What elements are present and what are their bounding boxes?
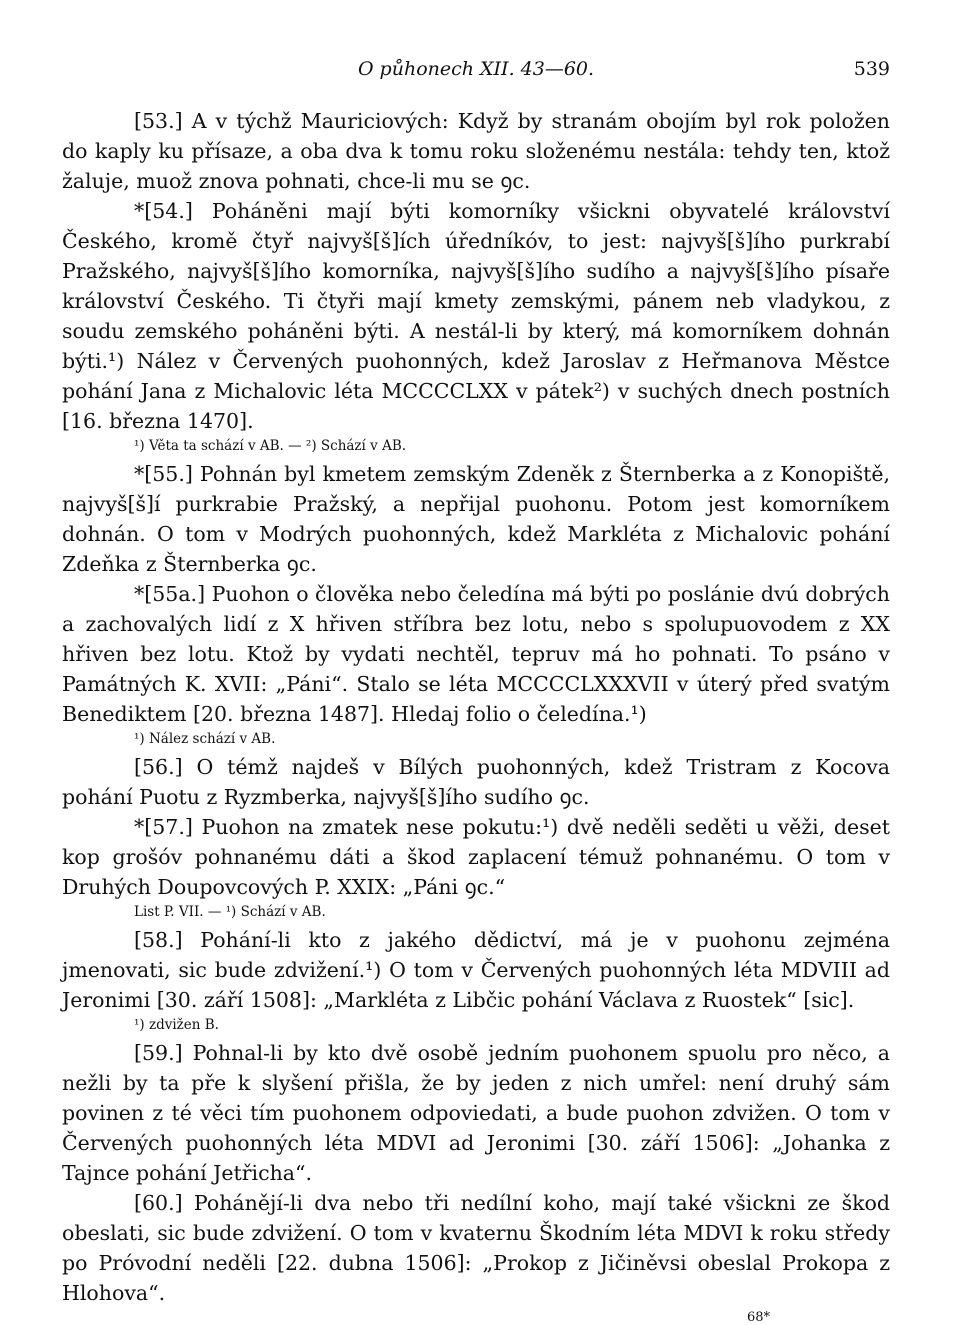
paragraph-57: *[57.] Puohon na zmatek nese pokutu:¹) dvě neděli seděti u věži, deset kop grošóv pohnanému dáti a škod zaplacení témuž pohnanému. O tom v Druhých Doupovcových P. XXIX: „Páni ꝯc.“ bbox=[62, 815, 890, 899]
paragraph-60: [60.] Pohánějí-li dva nebo tři nedílní koho, mají také všickni ze škod obeslati, sic bude zdvižení. O tom v kvaternu Škodním léta MDVI k roku středy po Próvodní neděli [22. dubna 1506]: „Prokop z Jičiněvsi obeslal Prokopa z Hlohova“. bbox=[62, 1191, 890, 1305]
paragraph-55: *[55.] Pohnán byl kmetem zemským Zdeněk z Šternberka a z Konopiště, najvyš[š]í purkrabie Pražský, a nepřijal puohonu. Potom jest komorníkem dohnán. O tom v Modrých puohonných, kdež Markléta z Michalovic pohání Zdeňka z Šternberka ꝯc. bbox=[62, 462, 890, 576]
paragraph-53: [53.] A v týchž Mauriciových: Když by stranám obojím byl rok položen do kaply ku přísaze, a oba dva k tomu roku složenému nestála: tehdy ten, ktož žaluje, muož znova pohnati, chce-li mu se ꝯc. bbox=[62, 109, 890, 193]
document-page bbox=[62, 58, 890, 1325]
paragraph-59: [59.] Pohnal-li by kto dvě osobě jedním puohonem spuolu pro něco, a nežli by ta pře k slyšení přišla, že by jeden z nich umřel: není druhý sám povinen z té věci tím puohonem odpoviedati, a bude puohon zdvižen. O tom v Červených puohonných léta MDVI ad Jeronimi [30. září 1506]: „Johanka z Tajnce pohání Jetřicha“. bbox=[62, 1041, 890, 1185]
footnote-58: ¹) zdvižen B. bbox=[134, 1017, 219, 1033]
paragraph-56: [56.] O témž najdeš v Bílých puohonných, kdež Tristram z Kocova pohání Puotu z Ryzmberka, najvyš[š]ího sudího ꝯc. bbox=[62, 755, 890, 809]
paragraph-54: *[54.] Poháněni mají býti komorníky všickni obyvatelé království Českého, kromě čtyř najvyš[š]ích úředníkóv, to jest: najvyš[š]ího purkrabí Pražského, najvyš[š]ího komorníka, najvyš[š]ího sudího a najvyš[š]ího písaře království Českého. Ti čtyři mají kmety zemskými, pánem neb vladykou, z soudu zemského poháněni býti. A nestál-li by který, má komorníkem dohnán býti.¹) Nález v Červených puohonných, kdež Jaroslav z Heřmanova Městce pohání Jana z Michalovic léta MCCCCLXX v pátek²) v suchých dnech postních [16. března 1470]. bbox=[62, 199, 890, 433]
footnote-57: List P. VII. — ¹) Schází v AB. bbox=[134, 904, 326, 920]
paragraph-55a: *[55a.] Puohon o člověka nebo čeledína má býti po poslánie dvú dobrých a zachovalých lidí z X hřiven stříbra bez lotu, nebo s spolupuovodem z XX hřiven bez lotu. Ktož by vydati nechtěl, tepruv má ho pohnati. To psáno v Památných K. XVII: „Páni“. Stalo se léta MCCCCLXXXVII v úterý před svatým Benediktem [20. března 1487]. Hledaj folio o čeledína.¹) bbox=[62, 582, 890, 726]
paragraph-58: [58.] Pohání-li kto z jakého dědictví, má je v puohonu zejména jmenovati, sic bude zdvižení.¹) O tom v Červených puohonných léta MDVIII ad Jeronimi [30. září 1508]: „Markléta z Libčic pohání Václava z Ruostek“ [sic]. bbox=[62, 928, 890, 1012]
signature-mark: 68* bbox=[746, 1310, 770, 1325]
running-title: O půhonech XII. 43—60. bbox=[357, 58, 595, 80]
footnote-54: ¹) Věta ta schází v AB. — ²) Schází v AB. bbox=[134, 438, 407, 454]
footnote-55a: ¹) Nález schází v AB. bbox=[134, 731, 276, 747]
page-number: 539 bbox=[853, 58, 890, 80]
page-header bbox=[62, 58, 890, 88]
